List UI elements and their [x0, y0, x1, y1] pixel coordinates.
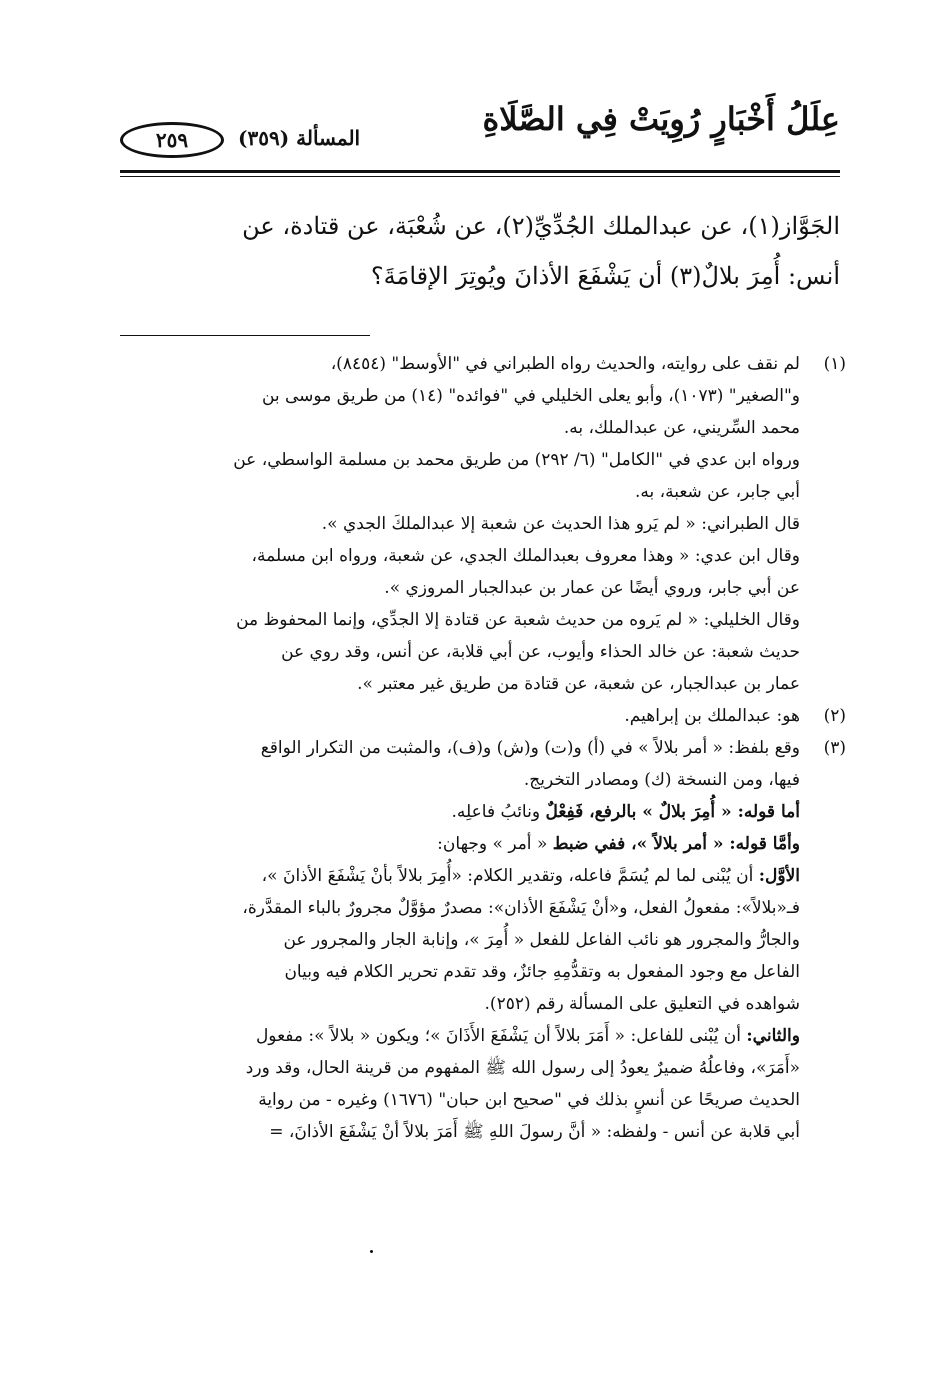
issue-number: المسألة (٣٥٩) — [238, 126, 361, 150]
footnote-line: هو: عبدالملك بن إبراهيم. — [624, 706, 800, 726]
footnote-text: ونائبُ فاعلِه. — [451, 802, 546, 822]
footnote-line: حديث شعبة: عن خالد الحذاء وأيوب، عن أبي قلابة، عن أنس، وقد روي عن — [281, 642, 800, 662]
footnote-line: لم نقف على روايته، والحديث رواه الطبراني في "الأوسط" (٨٤٥٤)، — [330, 354, 800, 374]
footnote-text: أن يُبْنى لما لم يُسَمَّ فاعله، وتقدير الكلام: «أُمِرَ بلالاً بأنْ يَشْفَعَ الأذانَ »، — [261, 866, 759, 886]
footnote-1 — [120, 348, 846, 700]
book-title: عِلَلُ أَخْبَارٍ رُوِيَتْ فِي الصَّلَاةِ — [482, 100, 840, 138]
book-page — [120, 96, 846, 1148]
footnote-line: فـ«بلالاً»: مفعولُ الفعل، و«أنْ يَشْفَعَ الأذان»: مصدرٌ مؤوَّلٌ مجرورٌ بالباء المقدَّرة، — [242, 898, 800, 918]
footnote-line: شواهده في التعليق على المسألة رقم (٢٥٢). — [484, 994, 800, 1014]
footnote-line — [120, 860, 800, 892]
footnote-line: وقال ابن عدي: « وهذا معروف بعبدالملك الجدي، عن شعبة، ورواه ابن مسلمة، — [251, 546, 800, 566]
bold-heading: والثاني: — [746, 1026, 800, 1046]
footnote-number: (٣) — [823, 738, 846, 758]
footnote-line: «أَمَرَ»، وفاعلُهُ ضميرٌ يعودُ إلى رسول الله ﷺ المفهوم من قرينة الحال، وقد ورد — [245, 1058, 800, 1078]
page-header — [120, 96, 840, 162]
footnotes — [120, 348, 846, 1148]
footnote-text: « أمر » وجهان: — [437, 834, 553, 854]
footnote-line — [120, 1020, 800, 1052]
footnote-line: محمد السِّريني، عن عبدالملك، به. — [563, 418, 800, 438]
bold-heading: الأوَّل: — [758, 866, 800, 886]
footnote-line: عمار بن عبدالجبار، عن شعبة، عن قتادة من طريق غير معتبر ». — [357, 674, 800, 694]
footnote-line: ورواه ابن عدي في "الكامل" (٦/ ٢٩٢) من طريق محمد بن مسلمة الواسطي، عن — [233, 450, 800, 470]
footnote-line: أبي جابر، عن شعبة، به. — [634, 482, 800, 502]
bold-heading: أما قوله: « أُمِرَ بلالٌ » بالرفع، فَفِعْلٌ — [545, 802, 800, 822]
header-rule-thick — [120, 170, 840, 173]
footnote-text: أن يُبْنى للفاعل: « أَمَرَ بلالاً أن يَشْفَعَ الأَذَانَ »؛ ويكون « بلالاً »: مفعول — [255, 1026, 747, 1046]
footnote-line: قال الطبراني: « لم يَرو هذا الحديث عن شعبة إلا عبدالملكَ الجدي ». — [321, 514, 800, 534]
footnote-separator — [120, 335, 370, 336]
main-text-line: الجَوَّاز(١)، عن عبدالملك الجُدِّيِّ(٢)، عن شُعْبَة، عن قتادة، عن — [242, 212, 840, 240]
main-text — [120, 201, 840, 301]
footnote-line: الحديث صريحًا عن أنسٍ بذلك في "صحيح ابن حبان" (١٦٧٦) وغيره - من رواية — [258, 1090, 800, 1110]
main-text-line: أنس: أُمِرَ بلالٌ(٣) أن يَشْفَعَ الأذانَ ويُوتِرَ الإقامَةَ؟ — [370, 262, 840, 290]
footnote-line: وقال الخليلي: « لم يَروه من حديث شعبة عن قتادة إلا الجدِّي، وإنما المحفوظ من — [236, 610, 800, 630]
footnote-2 — [120, 700, 846, 732]
footnote-line: فيها، ومن النسخة (ك) ومصادر التخريج. — [523, 770, 800, 790]
footnote-3 — [120, 732, 846, 1148]
footnote-line — [120, 796, 800, 828]
footnote-line: والجارُّ والمجرور هو نائب الفاعل للفعل « أُمِرَ »، وإنابة الجار والمجرور عن — [283, 930, 800, 950]
footnote-line: وقع بلفظ: « أمر بلالاً » في (أ) و(ت) و(ش) و(ف)، والمثبت من التكرار الواقع — [260, 738, 800, 758]
footnote-line: عن أبي جابر، وروي أيضًا عن عمار بن عبدالجبار المروزي ». — [384, 578, 800, 598]
page-number-oval — [120, 122, 224, 158]
stray-ink-dot — [370, 1250, 373, 1253]
bold-heading: وأمَّا قوله: « أمر بلالاً »، ففي ضبط — [552, 834, 800, 854]
footnote-line: أبي قلابة عن أنس - ولفظه: « أنَّ رسولَ اللهِ ﷺ أَمَرَ بلالاً أنْ يَشْفَعَ الأذانَ، = — [269, 1122, 800, 1142]
footnote-line: و"الصغير" (١٠٧٣)، وأبو يعلى الخليلي في "فوائده" (١٤) من طريق موسى بن — [261, 386, 800, 406]
footnote-number: (١) — [823, 354, 846, 374]
footnote-number: (٢) — [823, 706, 846, 726]
footnote-line: الفاعل مع وجود المفعول به وتقدُّمِهِ جائزٌ، وقد تقدم تحرير الكلام فيه وبيان — [284, 962, 800, 982]
footnote-line — [120, 828, 800, 860]
page-number: ٢٥٩ — [155, 128, 189, 152]
header-rule-thin — [120, 176, 840, 177]
